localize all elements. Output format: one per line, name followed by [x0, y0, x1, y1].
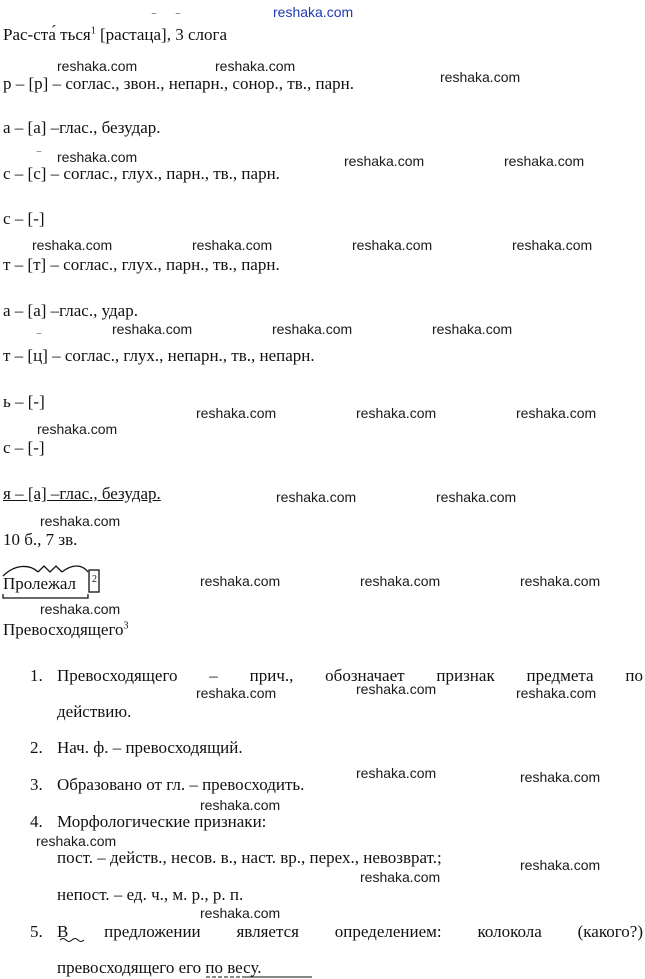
word3-text: Превосходящего — [3, 620, 124, 639]
phonetic-line: с – [-] — [3, 438, 45, 457]
watermark: reshaka.com — [504, 153, 585, 169]
list-item-5: В предложении является определением: колокола (какого?) — [57, 922, 643, 941]
watermark: reshaka.com — [516, 405, 597, 421]
footnote-2: 2 — [92, 574, 98, 586]
watermark: reshaka.com — [360, 869, 441, 885]
phonetic-line: р – [р] – соглас., звон., непарн., сонор., тв., парн. — [3, 74, 354, 93]
watermark: reshaka.com — [436, 489, 517, 505]
summary-line: 10 б., 7 зв. — [3, 530, 78, 549]
watermark: reshaka.com — [200, 573, 281, 589]
watermark: reshaka.com — [57, 149, 138, 165]
watermark: reshaka.com — [112, 321, 193, 337]
watermark: reshaka.com — [356, 405, 437, 421]
watermark: reshaka.com — [520, 573, 601, 589]
header-word: Рас-ста́ ться — [3, 25, 91, 44]
watermark: reshaka.com — [512, 237, 593, 253]
list-item-1-cont: действию. — [57, 702, 132, 721]
watermark-top: reshaka.com — [273, 4, 354, 20]
watermark: reshaka.com — [276, 489, 357, 505]
macron-mark: ‾ — [152, 12, 156, 26]
watermark: reshaka.com — [32, 237, 113, 253]
list-number: 1. — [30, 666, 43, 685]
watermark: reshaka.com — [520, 769, 601, 785]
watermark: reshaka.com — [356, 765, 437, 781]
watermark: reshaka.com — [37, 421, 118, 437]
phonetic-line: т – [ц] – соглас., глух., непарн., тв., непарн. — [3, 346, 315, 365]
list-item-2: Нач. ф. – превосходящий. — [57, 738, 243, 757]
word-header — [3, 25, 227, 45]
watermark: reshaka.com — [516, 685, 597, 701]
watermark: reshaka.com — [344, 153, 425, 169]
phonetic-line: с – [с] – соглас., глух., парн., тв., парн. — [3, 164, 280, 183]
phonetic-line: т – [т] – соглас., глух., парн., тв., парн. — [3, 255, 280, 274]
list-item-5-text: превосходящего его по весу. — [57, 958, 262, 977]
watermark: reshaka.com — [356, 681, 437, 697]
macron-mark: ‾ — [176, 12, 180, 26]
footnote-3: 3 — [123, 620, 129, 632]
list-item-4-const: пост. – действ., несов. в., наст. вр., перех., невозврат.; — [57, 848, 442, 867]
watermark: reshaka.com — [432, 321, 513, 337]
list-item-5-cont — [57, 958, 262, 978]
phonetic-line: я – [а] –глас., безудар. — [3, 484, 161, 503]
watermark: reshaka.com — [440, 69, 521, 85]
list-number: 5. — [30, 922, 43, 941]
watermark: reshaka.com — [196, 685, 277, 701]
watermark: reshaka.com — [40, 513, 121, 529]
watermark: reshaka.com — [215, 58, 296, 74]
watermark: reshaka.com — [200, 905, 281, 921]
watermark: reshaka.com — [196, 405, 277, 421]
list-number: 4. — [30, 812, 43, 831]
watermark: reshaka.com — [192, 237, 273, 253]
phonetic-line: с – [-] — [3, 209, 45, 228]
list-item-4: Морфологические признаки: — [57, 812, 267, 831]
macron-mark: ‾ — [37, 332, 41, 346]
list-item-3: Образовано от гл. – превосходить. — [57, 775, 305, 794]
list-number: 2. — [30, 738, 43, 757]
watermark: reshaka.com — [352, 237, 433, 253]
footnote-1: 1 — [90, 25, 96, 37]
header-transcription: [растаца], 3 слога — [95, 25, 228, 44]
morpheme-markup — [0, 564, 110, 598]
phonetic-line: ь – [-] — [3, 392, 45, 411]
watermark: reshaka.com — [520, 857, 601, 873]
watermark: reshaka.com — [272, 321, 353, 337]
list-item-4-var: непост. – ед. ч., м. р., р. п. — [57, 885, 244, 904]
watermark: reshaka.com — [360, 573, 441, 589]
phonetic-line: а – [а] –глас., удар. — [3, 301, 138, 320]
watermark: reshaka.com — [200, 797, 281, 813]
word3-line — [3, 620, 129, 640]
list-number: 3. — [30, 775, 43, 794]
list-item-1: Превосходящего – прич., обозначает признак предмета по — [57, 666, 643, 685]
watermark: reshaka.com — [40, 601, 121, 617]
macron-mark: ‾ — [37, 150, 41, 164]
watermark: reshaka.com — [57, 58, 138, 74]
word2-line — [3, 574, 97, 594]
word2-text: Пролежал — [3, 574, 76, 594]
watermark: reshaka.com — [36, 833, 117, 849]
phonetic-line: а – [а] –глас., безудар. — [3, 118, 161, 137]
